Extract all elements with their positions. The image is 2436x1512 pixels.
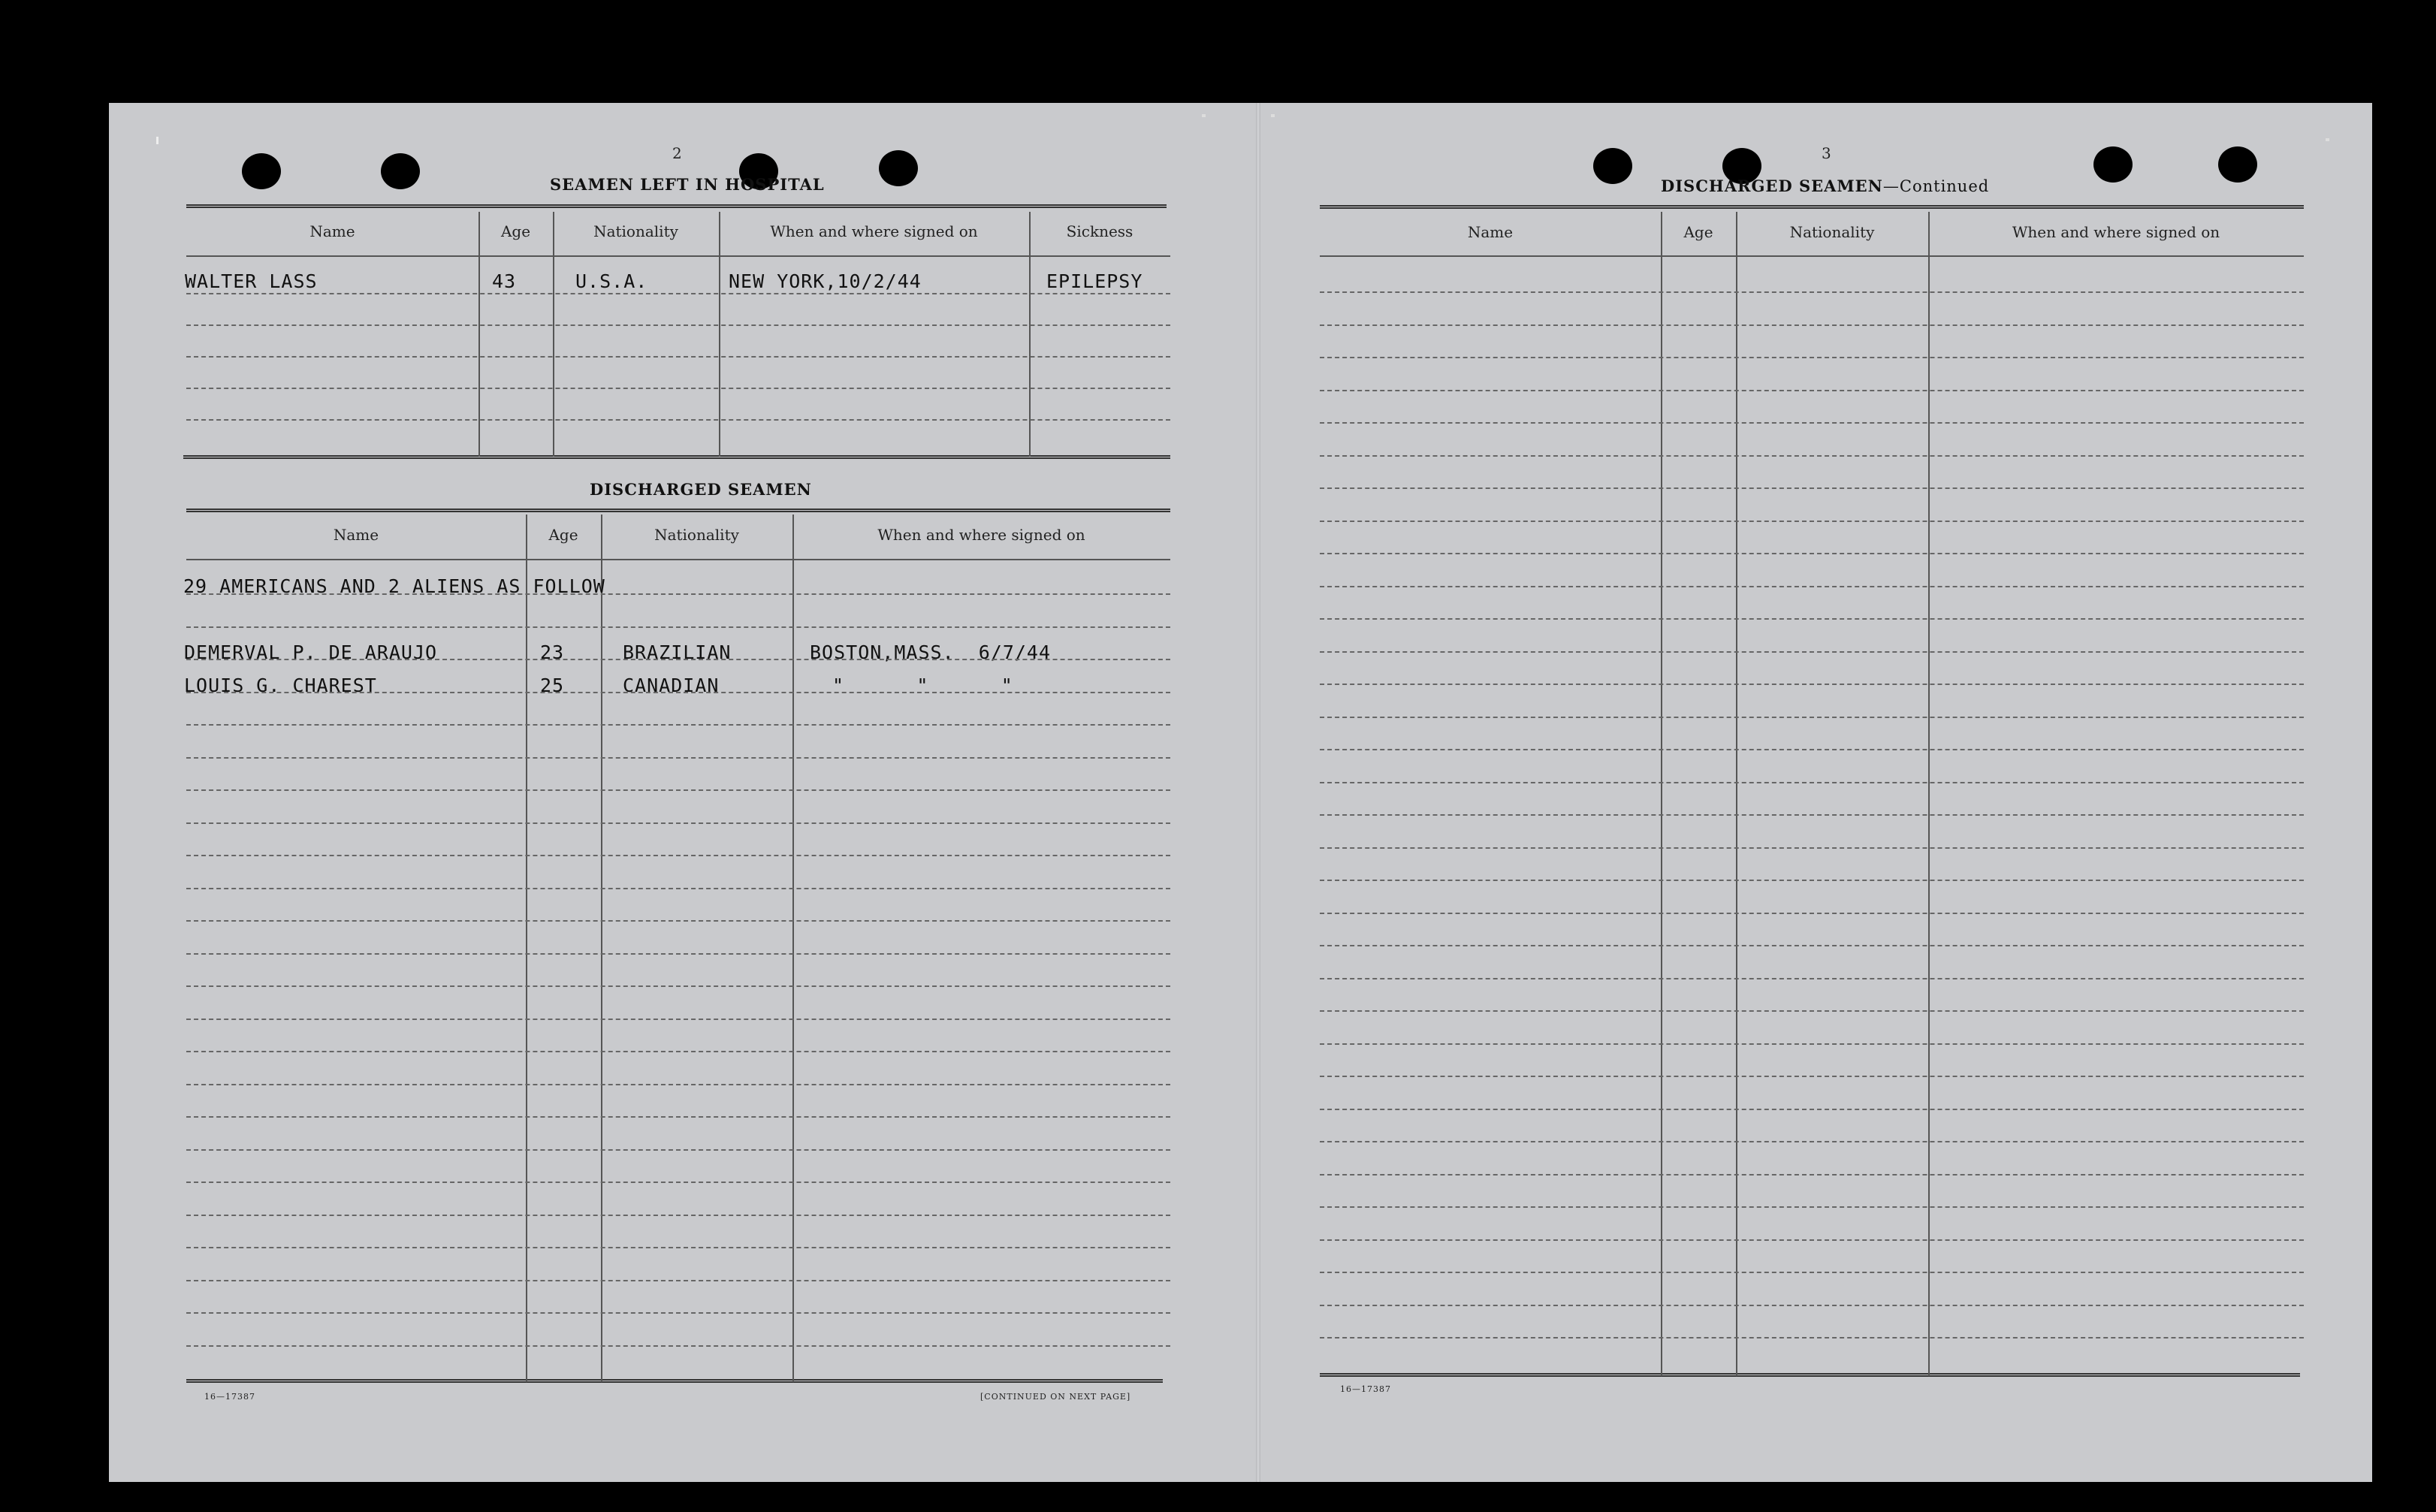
discharged-nationality: CANADIAN xyxy=(623,675,720,696)
column-header: When and where signed on xyxy=(877,526,1085,544)
column-divider xyxy=(792,515,794,1382)
row-rule xyxy=(1320,1010,2304,1012)
scan-mark xyxy=(1271,114,1275,117)
punch-hole xyxy=(242,153,281,189)
column-divider xyxy=(1928,212,1930,1376)
continued-note: [CONTINUED ON NEXT PAGE] xyxy=(980,1392,1131,1402)
discharged-continued-title xyxy=(1661,177,1989,195)
column-header: Age xyxy=(548,526,578,544)
column-header: Age xyxy=(1683,223,1713,241)
discharged-signed-on: BOSTON,MASS. 6/7/44 xyxy=(810,641,1052,663)
row-rule xyxy=(186,789,1170,791)
page-fold xyxy=(1256,103,1260,1482)
row-rule xyxy=(186,953,1170,955)
row-rule xyxy=(186,626,1170,628)
table-top-rule xyxy=(186,509,1170,512)
row-rule xyxy=(186,1084,1170,1085)
discharged-nationality: BRAZILIAN xyxy=(623,641,732,663)
row-rule xyxy=(1320,684,2304,685)
page-number: 2 xyxy=(672,144,682,162)
row-rule xyxy=(1320,487,2304,489)
row-rule xyxy=(1320,1109,2304,1110)
table-bottom-rule xyxy=(1320,1373,2300,1377)
hospital-name: WALTER LASS xyxy=(185,270,318,292)
row-rule xyxy=(186,419,1170,421)
discharged-name: DEMERVAL P. DE ARAUJO xyxy=(184,641,438,663)
row-rule xyxy=(186,888,1170,889)
discharged-age: 23 xyxy=(540,641,565,663)
title-text: DISCHARGED SEAMEN xyxy=(1661,177,1883,195)
table-top-rule xyxy=(186,204,1167,208)
row-rule xyxy=(186,855,1170,856)
column-header: Name xyxy=(309,222,355,240)
column-header: Age xyxy=(500,222,531,240)
row-rule xyxy=(186,724,1170,726)
row-rule xyxy=(1320,291,2304,293)
column-divider xyxy=(1736,212,1737,1376)
title-suffix: —Continued xyxy=(1882,177,1990,195)
row-rule xyxy=(186,692,1170,693)
header-rule xyxy=(186,255,1170,257)
discharged-note: 29 AMERICANS AND 2 ALIENS AS FOLLOW xyxy=(183,575,605,597)
column-header: When and where signed on xyxy=(770,222,978,240)
row-rule xyxy=(186,388,1170,389)
row-rule xyxy=(186,659,1170,660)
row-rule xyxy=(1320,782,2304,783)
column-header: When and where signed on xyxy=(2012,223,2220,241)
row-rule xyxy=(1320,1206,2304,1208)
row-rule xyxy=(1320,1076,2304,1077)
row-rule xyxy=(1320,618,2304,620)
punch-hole xyxy=(2093,146,2133,183)
row-rule xyxy=(1320,521,2304,522)
discharged-signed-on: " " " xyxy=(832,675,1013,696)
table-bottom-rule xyxy=(183,455,1170,459)
form-number: 16—17387 xyxy=(1340,1384,1391,1394)
row-rule xyxy=(1320,749,2304,750)
row-rule xyxy=(1320,1174,2304,1175)
discharged-section-title: DISCHARGED SEAMEN xyxy=(590,480,812,499)
row-rule xyxy=(186,920,1170,922)
row-rule xyxy=(186,822,1170,824)
row-rule xyxy=(1320,717,2304,718)
punch-hole xyxy=(879,150,918,186)
row-rule xyxy=(186,1116,1170,1118)
row-rule xyxy=(1320,1043,2304,1045)
hospital-sickness: EPILEPSY xyxy=(1046,270,1143,292)
table-top-rule xyxy=(1320,205,2304,209)
column-header: Nationality xyxy=(593,222,678,240)
row-rule xyxy=(186,1182,1170,1183)
row-rule xyxy=(1320,553,2304,554)
punch-hole xyxy=(1593,148,1632,184)
row-rule xyxy=(1320,880,2304,881)
punch-hole xyxy=(381,153,420,189)
row-rule xyxy=(186,1345,1170,1347)
column-header: Nationality xyxy=(654,526,739,544)
row-rule xyxy=(1320,390,2304,391)
column-divider xyxy=(1661,212,1662,1376)
row-rule xyxy=(1320,422,2304,424)
discharged-name: LOUIS G. CHAREST xyxy=(184,675,377,696)
row-rule xyxy=(186,1051,1170,1052)
row-rule xyxy=(1320,1337,2304,1338)
row-rule xyxy=(1320,651,2304,653)
header-rule xyxy=(1320,255,2304,257)
right-page xyxy=(1258,103,2372,1482)
row-rule xyxy=(1320,1239,2304,1241)
table-bottom-rule xyxy=(186,1379,1163,1383)
row-rule xyxy=(1320,357,2304,358)
row-rule xyxy=(1320,945,2304,946)
column-header: Name xyxy=(333,526,379,544)
row-rule xyxy=(1320,455,2304,457)
scan-mark xyxy=(2326,138,2329,141)
row-rule xyxy=(186,593,1170,595)
row-rule xyxy=(186,1312,1170,1314)
page-number: 3 xyxy=(1822,144,1831,162)
row-rule xyxy=(186,985,1170,987)
hospital-age: 43 xyxy=(492,270,517,292)
row-rule xyxy=(1320,978,2304,979)
scan-mark xyxy=(156,137,158,144)
punch-hole xyxy=(2218,146,2257,183)
hospital-nationality: U.S.A. xyxy=(575,270,648,292)
column-header: Name xyxy=(1467,223,1514,241)
hospital-signed-on: NEW YORK,10/2/44 xyxy=(729,270,922,292)
discharged-age: 25 xyxy=(540,675,565,696)
column-header: Sickness xyxy=(1066,222,1133,240)
row-rule xyxy=(186,356,1170,358)
row-rule xyxy=(186,1247,1170,1248)
column-divider xyxy=(526,515,527,1382)
column-divider xyxy=(601,515,602,1382)
row-rule xyxy=(1320,913,2304,914)
header-rule xyxy=(186,559,1170,560)
row-rule xyxy=(1320,1141,2304,1142)
left-page xyxy=(109,103,1258,1482)
row-rule xyxy=(1320,1272,2304,1273)
row-rule xyxy=(186,1149,1170,1151)
row-rule xyxy=(1320,324,2304,326)
row-rule xyxy=(186,1280,1170,1281)
scan-mark xyxy=(1202,114,1206,117)
row-rule xyxy=(1320,1305,2304,1306)
row-rule xyxy=(186,1215,1170,1216)
hospital-section-title: SEAMEN LEFT IN HOSPITAL xyxy=(550,175,825,194)
row-rule xyxy=(186,293,1170,294)
form-number: 16—17387 xyxy=(204,1392,255,1402)
column-header: Nationality xyxy=(1789,223,1875,241)
row-rule xyxy=(1320,814,2304,816)
row-rule xyxy=(186,1019,1170,1020)
row-rule xyxy=(186,757,1170,759)
row-rule xyxy=(186,324,1170,326)
row-rule xyxy=(1320,586,2304,587)
row-rule xyxy=(1320,847,2304,849)
